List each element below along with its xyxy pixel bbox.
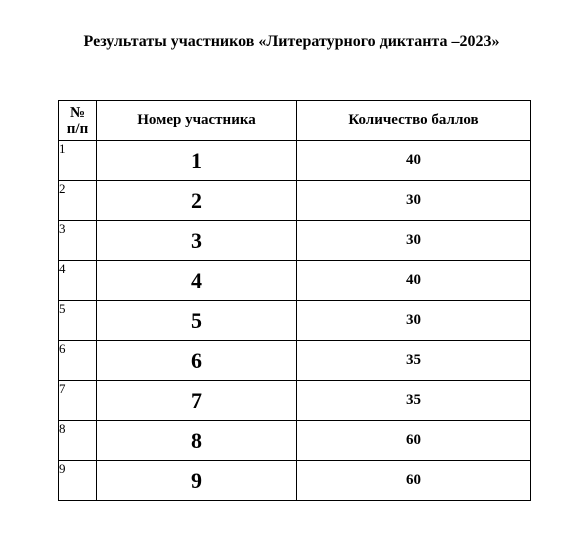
table-body: [59, 141, 531, 501]
row-index: 8: [59, 421, 97, 461]
table-row: [59, 261, 531, 301]
score-value: 60: [297, 421, 531, 461]
participant-number: 2: [97, 181, 297, 221]
table-header: [59, 101, 531, 141]
page-title: Результаты участников «Литературного диктанта –2023»: [83, 33, 500, 50]
score-value: 30: [297, 181, 531, 221]
score-value: 30: [297, 221, 531, 261]
row-index: 3: [59, 221, 97, 261]
row-index: 5: [59, 301, 97, 341]
table-row: [59, 301, 531, 341]
table-row: [59, 221, 531, 261]
participant-number: 4: [97, 261, 297, 301]
row-index: 9: [59, 461, 97, 501]
table-row: [59, 141, 531, 181]
participant-number: 9: [97, 461, 297, 501]
participant-number: 6: [97, 341, 297, 381]
table-row: [59, 461, 531, 501]
participant-number: 1: [97, 141, 297, 181]
row-index: 6: [59, 341, 97, 381]
row-index: 7: [59, 381, 97, 421]
table-row: [59, 421, 531, 461]
table-row: [59, 341, 531, 381]
score-value: 60: [297, 461, 531, 501]
row-index: 1: [59, 141, 97, 181]
table-row: [59, 181, 531, 221]
score-value: 40: [297, 141, 531, 181]
row-index: 2: [59, 181, 97, 221]
header-participant: Номер участника: [97, 101, 297, 141]
participant-number: 7: [97, 381, 297, 421]
header-row: [59, 101, 531, 141]
table-row: [59, 381, 531, 421]
score-value: 35: [297, 381, 531, 421]
row-index: 4: [59, 261, 97, 301]
participant-number: 3: [97, 221, 297, 261]
header-number-abbr: п/п: [66, 120, 89, 137]
score-value: 35: [297, 341, 531, 381]
score-value: 40: [297, 261, 531, 301]
header-score: Количество баллов: [297, 101, 531, 141]
participant-number: 5: [97, 301, 297, 341]
participant-number: 8: [97, 421, 297, 461]
score-value: 30: [297, 301, 531, 341]
header-number-symbol: №: [69, 104, 86, 121]
results-table: [58, 100, 531, 501]
header-number: [59, 101, 97, 141]
